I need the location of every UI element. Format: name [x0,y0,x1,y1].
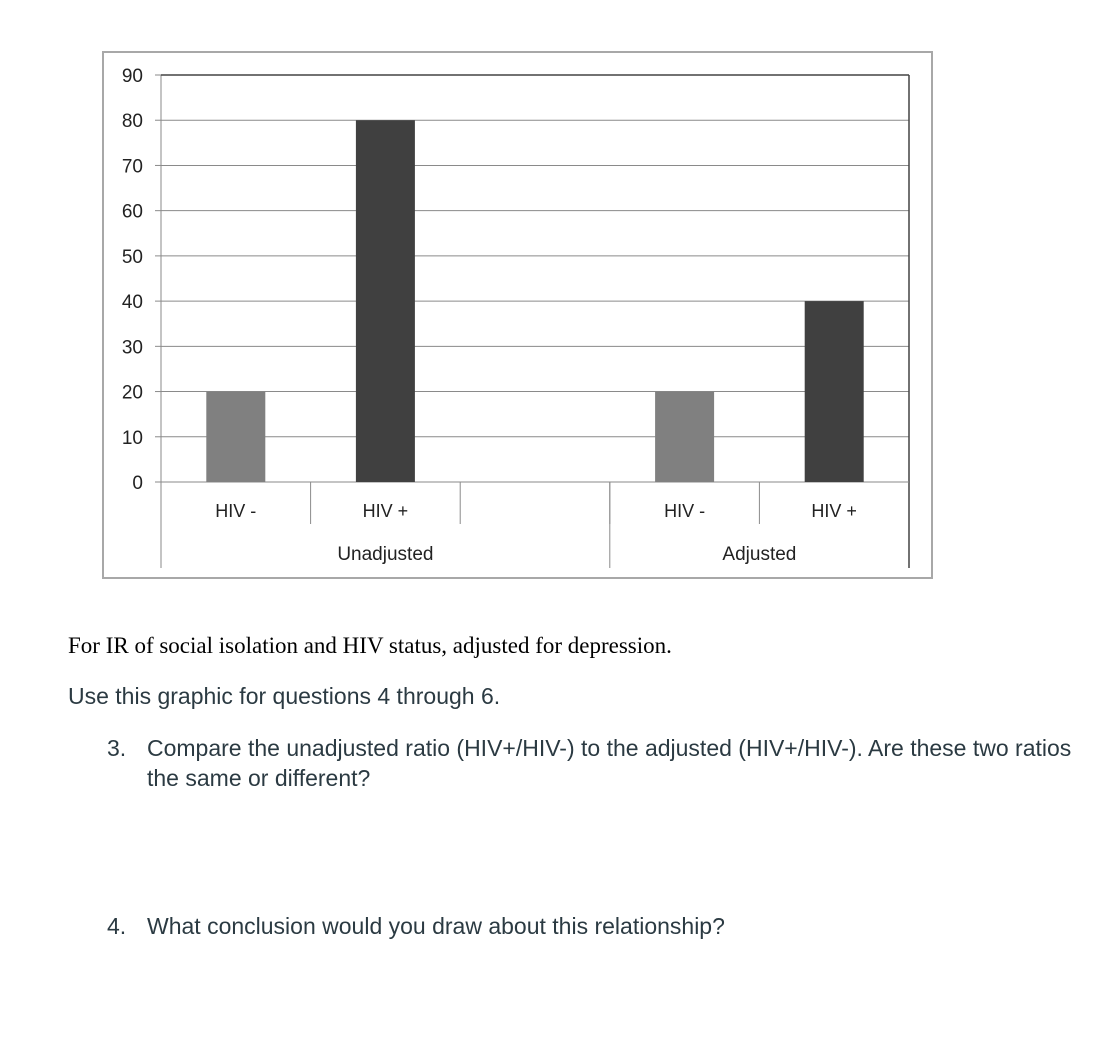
instruction-text: Use this graphic for questions 4 through 6. [68,683,501,709]
question-4 [107,911,1097,941]
x-category-label: HIV + [811,501,857,521]
question-number: 4. [107,913,127,939]
bar [805,301,864,482]
bar [206,392,265,482]
bar [356,120,415,482]
question-text: What conclusion would you draw about this relationship? [147,913,725,939]
y-tick-label: 40 [121,292,143,314]
y-tick-label: 60 [121,201,143,223]
question-3 [107,733,1097,793]
x-category-label: HIV + [362,501,409,521]
y-tick-label: 90 [121,66,143,87]
question-number: 3. [107,735,127,761]
x-category-label: HIV - [664,501,706,521]
figure-caption: For IR of social isolation and HIV status, adjusted for depression. [68,633,672,658]
y-tick-label: 10 [121,427,143,449]
y-tick-label: 70 [121,156,143,178]
y-tick-label: 0 [132,473,143,494]
question-text: Compare the unadjusted ratio (HIV+/HIV-) to the adjusted (HIV+/HIV-). Are these two ratios the same or different? [147,735,1072,791]
x-category-label: HIV - [215,501,257,521]
y-tick-label: 20 [121,382,143,404]
y-tick-label: 30 [121,337,143,359]
y-tick-label: 80 [121,111,143,133]
y-tick-label: 50 [121,246,143,268]
x-group-label: Adjusted [722,544,797,565]
bar [655,392,714,482]
x-group-label: Unadjusted [337,544,434,565]
